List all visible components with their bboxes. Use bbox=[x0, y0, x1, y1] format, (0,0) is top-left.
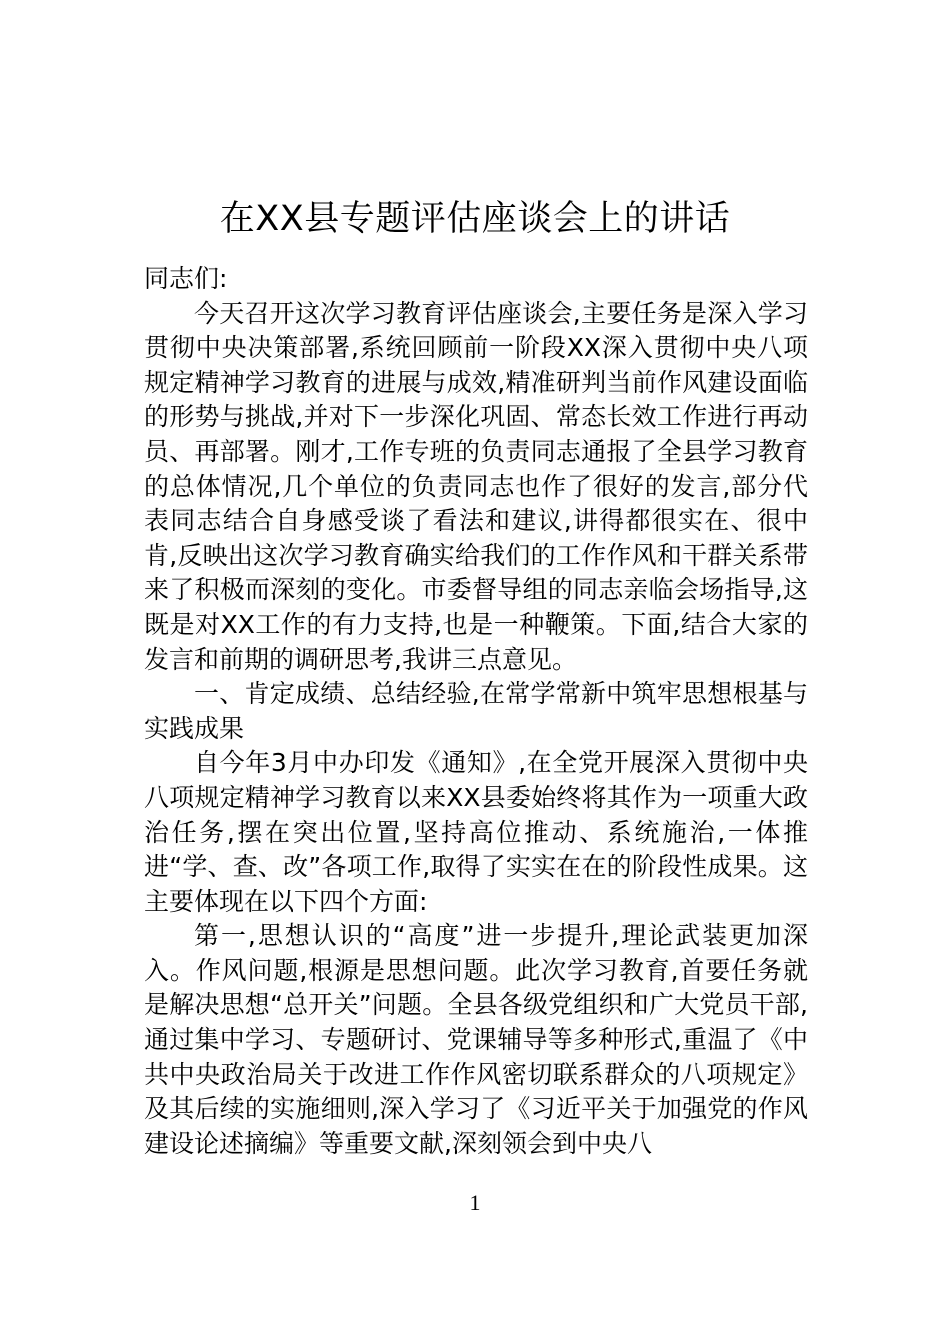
salutation: 同志们: bbox=[144, 264, 228, 293]
paragraph-achievements: 自今年3月中办印发《通知》,在全党开展深入贯彻中央八项规定精神学习教育以来XX县委始终将其作为一项重大政治任务,摆在突出位置,坚持高位推动、系统施治,一体推进“学、查、改”各项工作,取得了实实在在的阶段性成果。这主要体现在以下四个方面: bbox=[144, 748, 808, 916]
document-title: 在XX县专题评估座谈会上的讲话 bbox=[219, 199, 731, 240]
section-heading-1: 一、肯定成绩、总结经验,在常学常新中筑牢思想根基与实践成果 bbox=[144, 679, 808, 743]
paragraph-intro: 今天召开这次学习教育评估座谈会,主要任务是深入学习贯彻中央决策部署,系统回顾前一阶段XX深入贯彻中央八项规定精神学习教育的进展与成效,精准研判当前作风建设面临的形势与挑战,并对下一步深化巩固、常态长效工作进行再动员、再部署。刚才,工作专班的负责同志通报了全县学习教育的总体情况,几个单位的负责同志也作了很好的发言,部分代表同志结合自身感受谈了看法和建议,讲得都很实在、很中肯,反映出这次学习教育确实给我们的工作作风和干群关系带来了积极而深刻的变化。市委督导组的同志亲临会场指导,这既是对XX工作的有力支持,也是一种鞭策。下面,结合大家的发言和前期的调研思考,我讲三点意见。 bbox=[144, 298, 808, 674]
page-number: 1 bbox=[469, 1190, 481, 1215]
paragraph-first-point: 第一,思想认识的“高度”进一步提升,理论武装更加深入。作风问题,根源是思想问题。此次学习教育,首要任务就是解决思想“总开关”问题。全县各级党组织和广大党员干部,通过集中学习、专题研讨、党课辅导等多种形式,重温了《中共中央政治局关于改进工作作风密切联系群众的八项规定》及其后续的实施细则,深入学习了《习近平关于加强党的作风建设论述摘编》等重要文献,深刻领会到中央八 bbox=[144, 921, 808, 1158]
document-body bbox=[144, 262, 808, 1161]
